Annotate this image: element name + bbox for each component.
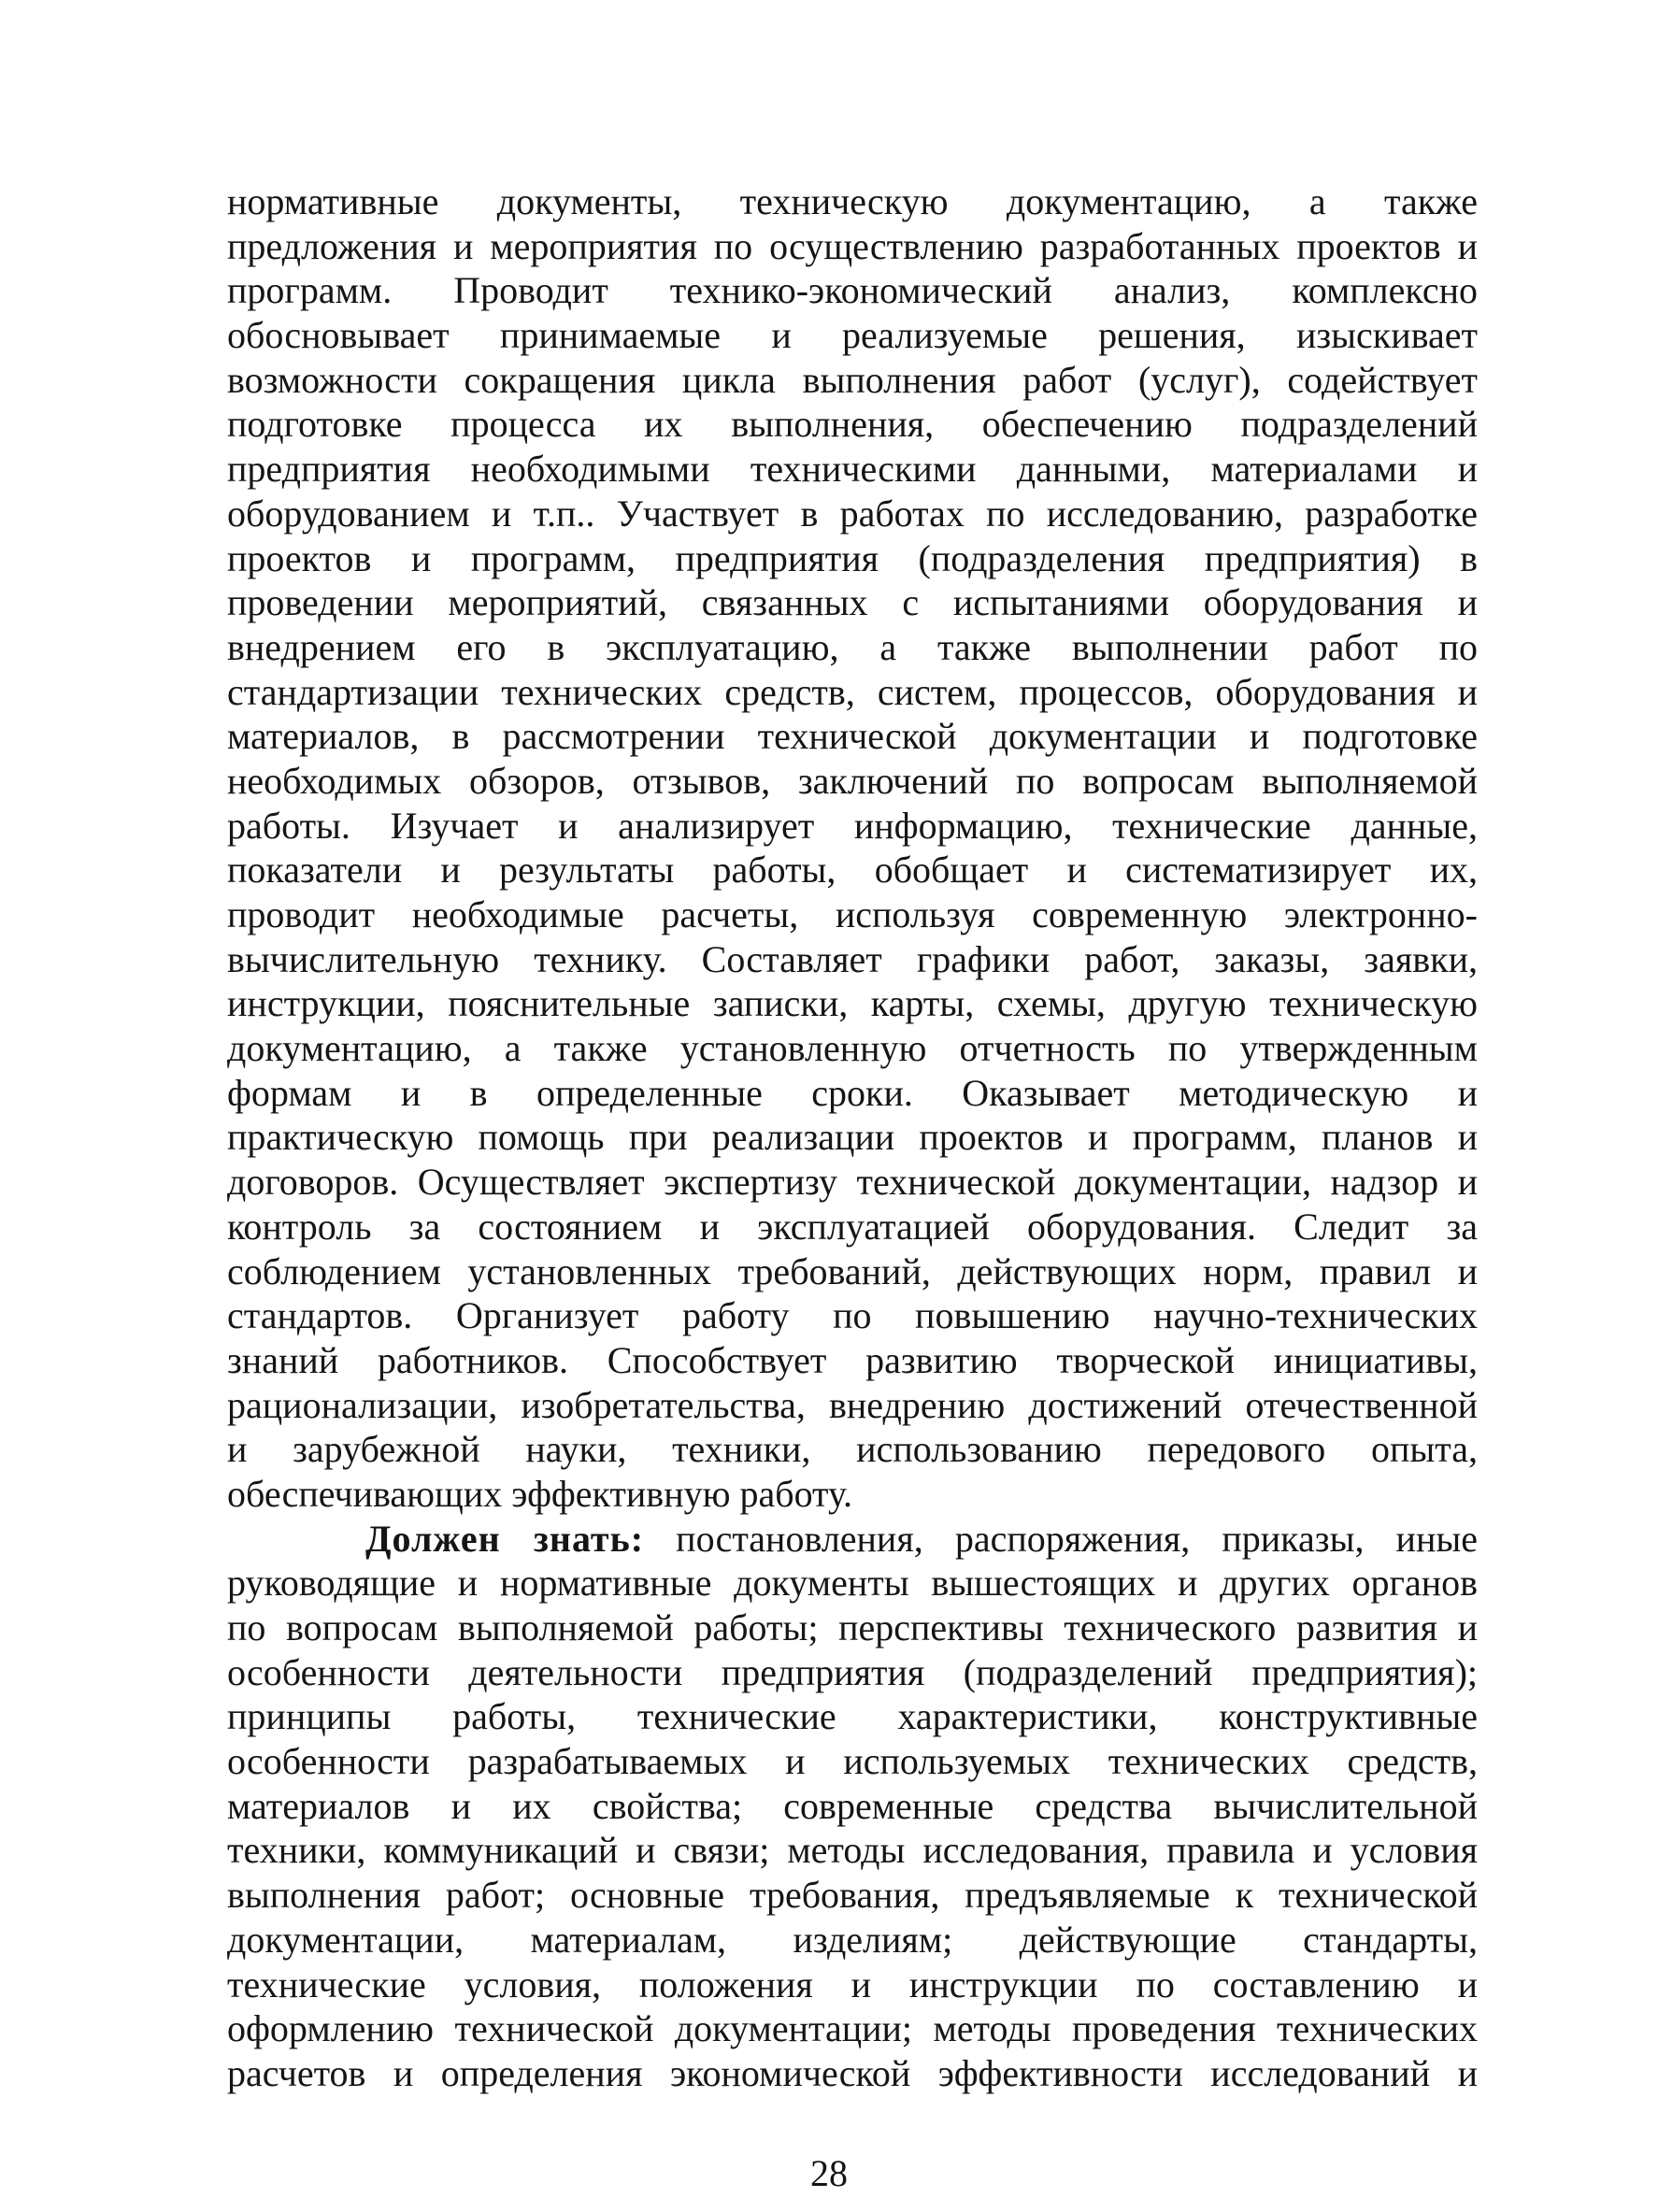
section-term: Должен знать: — [365, 1517, 645, 1560]
text-line: технические условия, положения и инструкции по составлению и — [227, 1962, 1478, 2005]
document-body — [227, 179, 1478, 2096]
text-line: показатели и результаты работы, обобщает и систематизирует их, — [227, 849, 1478, 892]
page-number: 28 — [810, 2152, 848, 2194]
text-line: контроль за состоянием и эксплуатацией оборудования. Следит за — [227, 1205, 1478, 1248]
text-line: необходимых обзоров, отзывов, заключений по вопросам выполняемой — [227, 759, 1478, 802]
paragraph-first-line — [227, 1517, 1478, 1562]
text-line: договоров. Осуществляет экспертизу технической документации, надзор и — [227, 1161, 1478, 1204]
text-line: проведении мероприятий, связанных с испытаниями оборудования и — [227, 581, 1478, 624]
text-line: техники, коммуникаций и связи; методы исследования, правила и условия — [227, 1829, 1478, 1872]
text-line: программ. Проводит технико-экономический анализ, комплексно — [227, 269, 1478, 312]
text-line: по вопросам выполняемой работы; перспективы технического развития и — [227, 1606, 1478, 1648]
text-line: документацию, а также установленную отчетность по утвержденным — [227, 1027, 1478, 1070]
text-line: оборудованием и т.п.. Участвует в работах по исследованию, разработке — [227, 492, 1478, 535]
text-line: возможности сокращения цикла выполнения работ (услуг), содействует — [227, 358, 1478, 401]
text-line: инструкции, пояснительные записки, карты, схемы, другую техническую — [227, 982, 1478, 1025]
text-line: практическую помощь при реализации проектов и программ, планов и — [227, 1116, 1478, 1159]
text-line: формам и в определенные сроки. Оказывает методическую и — [227, 1071, 1478, 1114]
text-line: работы. Изучает и анализирует информацию, технические данные, — [227, 804, 1478, 847]
text-span: постановления, распоряжения, приказы, иные — [644, 1517, 1479, 1560]
text-line: особенности разрабатываемых и используемых технических средств, — [227, 1740, 1478, 1783]
text-line: особенности деятельности предприятия (подразделений предприятия); — [227, 1650, 1478, 1693]
text-line: предложения и мероприятия по осуществлению разработанных проектов и — [227, 224, 1478, 267]
text-line: внедрением его в эксплуатацию, а также выполнении работ по — [227, 625, 1478, 668]
text-line: соблюдением установленных требований, действующих норм, правил и — [227, 1249, 1478, 1292]
text-line: обеспечивающих эффективную работу. — [227, 1472, 853, 1515]
text-line: обосновывает принимаемые и реализуемые решения, изыскивает — [227, 314, 1478, 357]
text-line: стандартов. Организует работу по повышению научно-технических — [227, 1294, 1478, 1337]
text-line: руководящие и нормативные документы вышестоящих и других органов — [227, 1562, 1478, 1605]
text-line: расчетов и определения экономической эффективности исследований и — [227, 2051, 1478, 2094]
text-line: знаний работников. Способствует развитию творческой инициативы, — [227, 1338, 1478, 1381]
text-line: нормативные документы, техническую документацию, а также — [227, 180, 1478, 222]
text-line: принципы работы, технические характеристики, конструктивные — [227, 1695, 1478, 1738]
text-line: подготовке процесса их выполнения, обеспечению подразделений — [227, 403, 1478, 446]
text-line: рационализации, изобретательства, внедрению достижений отечественной — [227, 1383, 1478, 1426]
text-line: предприятия необходимыми техническими данными, материалами и — [227, 448, 1478, 491]
text-line: документации, материалам, изделиям; действующие стандарты, — [227, 1918, 1478, 1961]
text-line: стандартизации технических средств, систем, процессов, оборудования и — [227, 670, 1478, 713]
text-line: выполнения работ; основные требования, предъявляемые к технической — [227, 1874, 1478, 1917]
text-line: оформлению технической документации; методы проведения технических — [227, 2007, 1478, 2050]
text-line: материалов, в рассмотрении технической документации и подготовке — [227, 715, 1478, 758]
text-line: проектов и программ, предприятия (подразделения предприятия) в — [227, 536, 1478, 579]
text-line: и зарубежной науки, техники, использованию передового опыта, — [227, 1428, 1478, 1471]
text-line: проводит необходимые расчеты, используя современную электронно- — [227, 893, 1478, 935]
text-line: вычислительную технику. Составляет графики работ, заказы, заявки, — [227, 937, 1478, 980]
text-line: материалов и их свойства; современные средства вычислительной — [227, 1784, 1478, 1827]
